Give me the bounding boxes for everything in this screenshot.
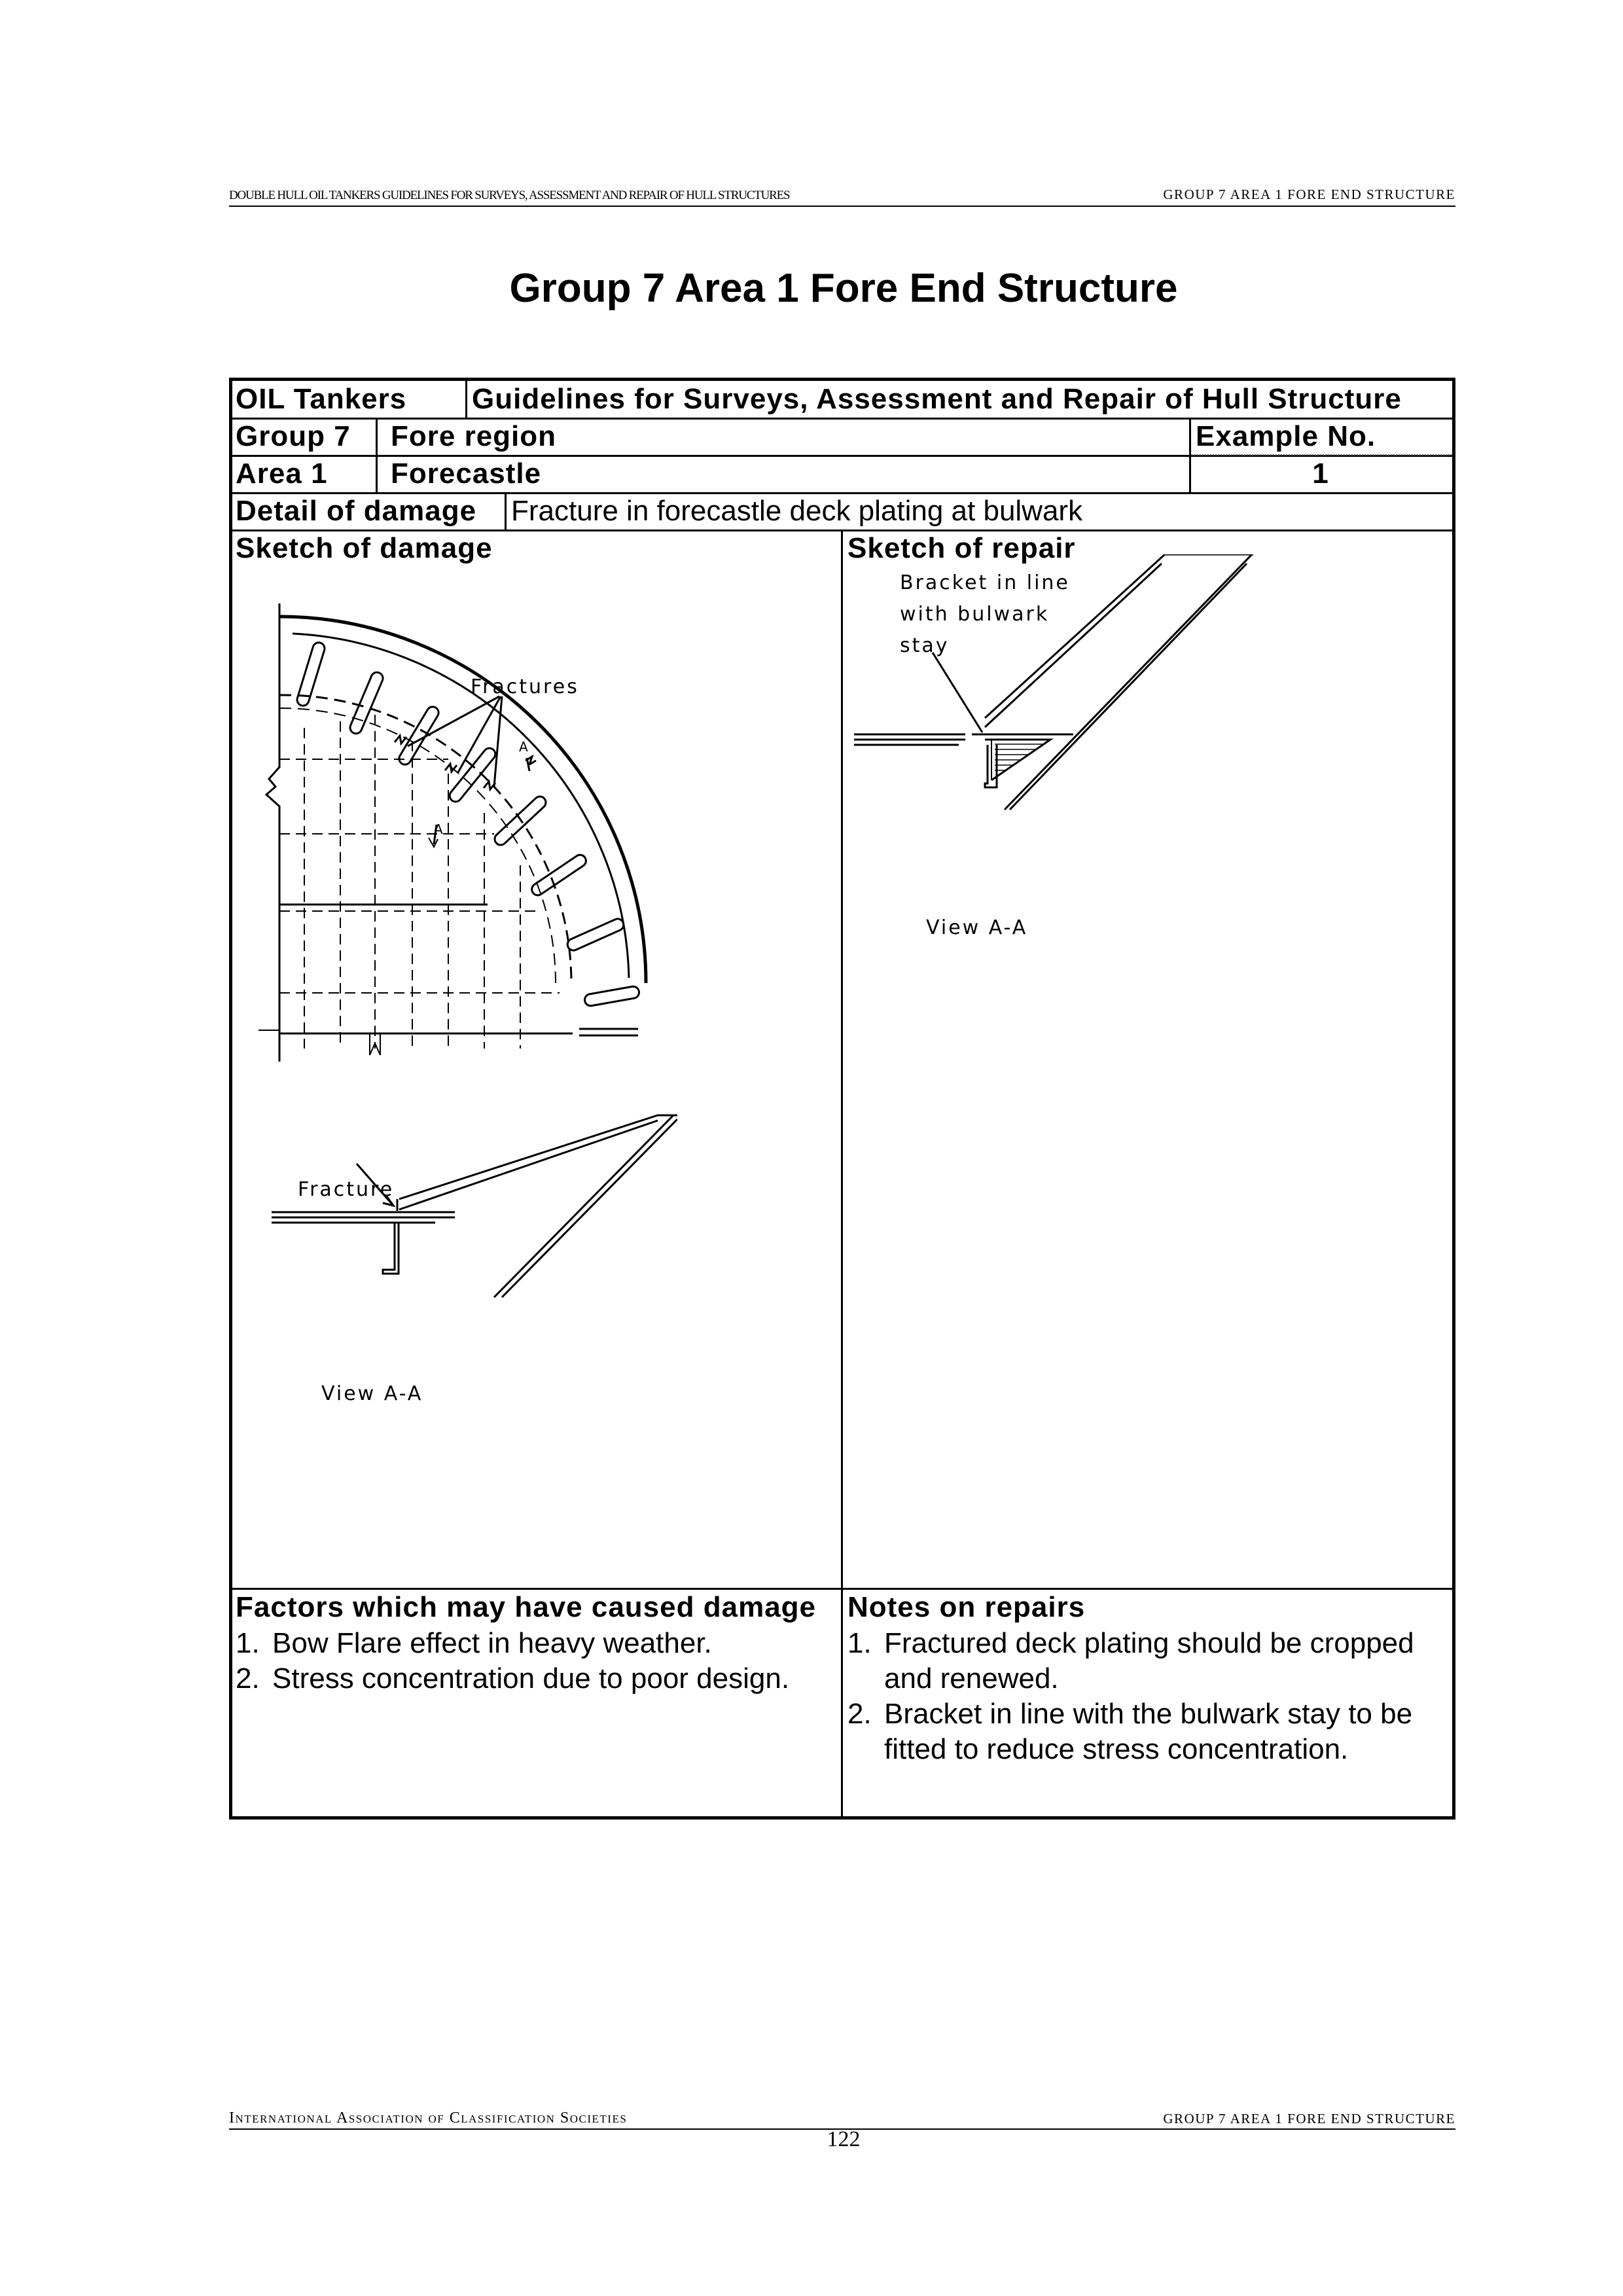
column-divider <box>376 418 378 492</box>
fractures-label: Fractures <box>471 675 579 698</box>
example-number-label: Example No. <box>1196 420 1376 452</box>
list-item <box>847 1696 1443 1767</box>
damage-example-form <box>229 378 1455 1820</box>
page-number: 122 <box>827 2127 861 2151</box>
list-item <box>236 1661 834 1696</box>
list-item-text: Fractured deck plating should be cropped and renewed. <box>884 1627 1414 1695</box>
ship-type-label: OIL Tankers <box>236 383 407 415</box>
notes-heading: Notes on repairs <box>847 1591 1086 1623</box>
area-label: Area 1 <box>236 457 328 490</box>
bracket-label <box>900 567 1070 662</box>
bracket-label-line: Bracket in line <box>900 571 1070 594</box>
repair-view-label: View A-A <box>926 916 1028 939</box>
group-value: Fore region <box>391 420 557 452</box>
detail-of-damage-label: Detail of damage <box>236 495 477 527</box>
page-title: Group 7 Area 1 Fore End Structure <box>509 266 1178 311</box>
damage-view-label: View A-A <box>321 1382 423 1405</box>
list-item-number: 2. <box>236 1662 260 1695</box>
guideline-title: Guidelines for Surveys, Assessment and Repair of Hull Structure <box>472 383 1402 415</box>
list-item-number: 1. <box>236 1627 260 1659</box>
damage-section-sketch <box>259 1101 677 1376</box>
section-mark-a: A <box>434 821 443 837</box>
factors-list <box>236 1626 834 1696</box>
header-document-title: DOUBLE HULL OIL TANKERS GUIDELINES FOR SURVEYS, ASSESSMENT AND REPAIR OF HULL STRUCTURES <box>229 188 790 202</box>
section-mark-a: A <box>519 739 528 755</box>
damage-plan-sketch <box>232 590 677 1075</box>
factors-heading: Factors which may have caused damage <box>236 1591 817 1623</box>
footer-section-title: GROUP 7 AREA 1 FORE END STRUCTURE <box>1163 2111 1455 2126</box>
example-number-value: 1 <box>1312 457 1329 490</box>
notes-list <box>847 1626 1443 1767</box>
sketch-of-damage-label: Sketch of damage <box>236 532 493 564</box>
sketch-of-repair-label: Sketch of repair <box>847 532 1076 564</box>
footer-organization: International Association of Classification Societies <box>229 2109 628 2126</box>
list-item-number: 2. <box>847 1698 872 1730</box>
fracture-label: Fracture <box>298 1178 395 1201</box>
list-item-text: Stress concentration due to poor design. <box>272 1662 790 1695</box>
header-section-title: GROUP 7 AREA 1 FORE END STRUCTURE <box>1163 187 1455 202</box>
example-dotted-rule <box>1191 454 1452 456</box>
column-divider <box>465 381 467 418</box>
column-divider <box>841 529 843 1816</box>
running-header <box>229 186 1455 207</box>
bracket-label-line: with bulwark <box>900 603 1050 626</box>
bracket-label-line: stay <box>900 634 950 657</box>
list-item <box>847 1626 1443 1696</box>
list-item-text: Bracket in line with the bulwark stay to be fitted to reduce stress concentration. <box>884 1698 1413 1765</box>
list-item-number: 1. <box>847 1627 872 1659</box>
list-item <box>236 1626 834 1661</box>
list-item-text: Bow Flare effect in heavy weather. <box>272 1627 712 1659</box>
group-label: Group 7 <box>236 420 351 452</box>
area-value: Forecastle <box>391 457 542 490</box>
column-divider <box>505 492 507 529</box>
detail-of-damage-value: Fracture in forecastle deck plating at bulwark <box>511 495 1083 527</box>
